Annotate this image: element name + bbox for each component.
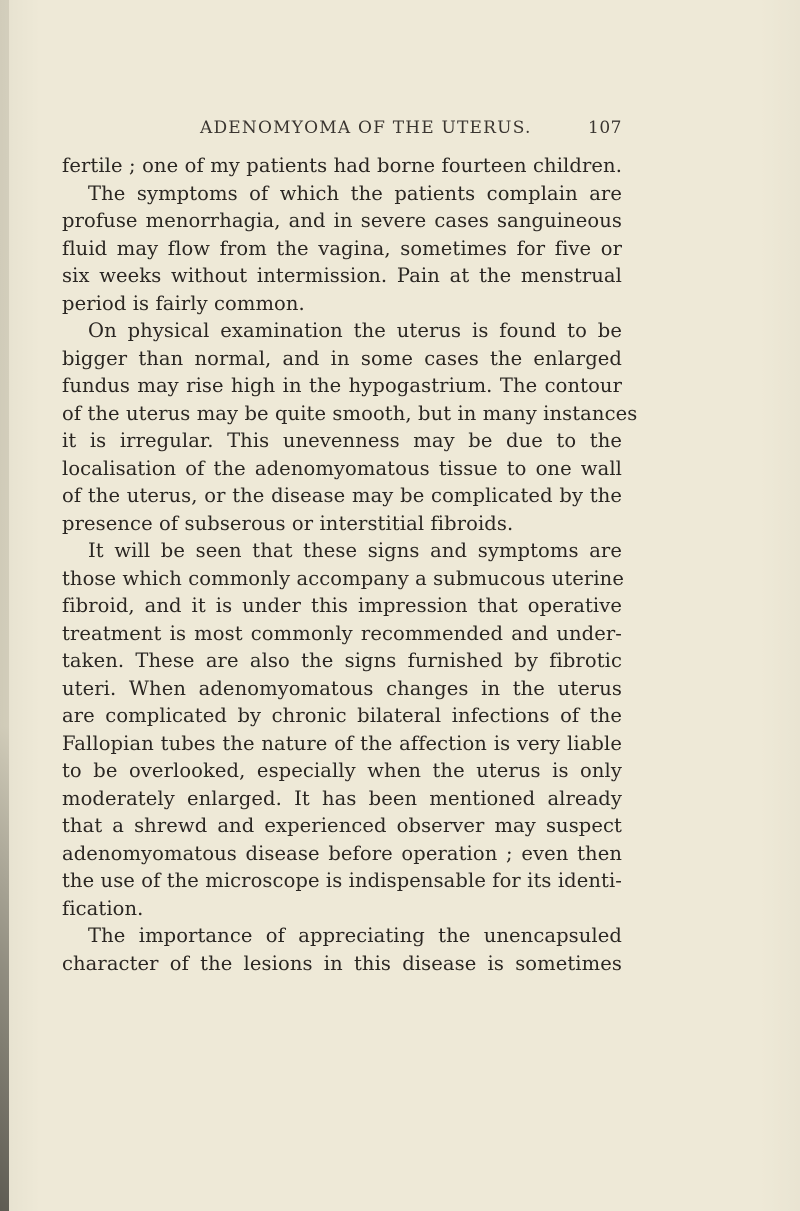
text-line: are complicated by chronic bilateral infections of the	[62, 704, 622, 727]
text-line: fibroid, and it is under this impression that operative	[62, 594, 622, 617]
text-line: fluid may flow from the vagina, sometimes for five or	[62, 236, 622, 260]
text-line: character of the lesions in this disease is sometimes	[62, 951, 622, 975]
text-line: On physical examination the uterus is found to be	[88, 319, 622, 342]
text-line: of the uterus, or the disease may be complicated by the	[62, 484, 622, 507]
text-line: fundus may rise high in the hypogastrium. The contour	[62, 374, 622, 397]
running-title: ADENOMYOMA OF THE UTERUS.	[200, 118, 532, 138]
text-line: The importance of appreciating the unencapsuled	[88, 924, 622, 947]
text-line: to be overlooked, especially when the uterus is only	[62, 759, 622, 782]
text-line: moderately enlarged. It has been mentioned already	[62, 786, 622, 810]
text-line: the use of the microscope is indispensable for its identi-	[62, 869, 622, 892]
text-line: localisation of the adenomyomatous tissue to one wall	[62, 456, 622, 480]
body-text	[62, 152, 638, 977]
text-line: treatment is most commonly recommended and under-	[62, 621, 622, 645]
page-header	[0, 118, 800, 142]
page-spine-shadow	[0, 0, 9, 1211]
text-line: those which commonly accompany a submucous uterine	[62, 566, 624, 590]
text-line: taken. These are also the signs furnished by fibrotic	[62, 649, 622, 672]
text-line: uteri. When adenomyomatous changes in the uterus	[62, 676, 622, 700]
text-line: of the uterus may be quite smooth, but in many instances	[62, 401, 638, 425]
text-line: it is irregular. This unevenness may be due to the	[62, 429, 622, 452]
text-line: presence of subserous or interstitial fibroids.	[62, 511, 514, 535]
text-line: that a shrewd and experienced observer may suspect	[62, 814, 622, 837]
text-line: fication.	[62, 896, 144, 920]
text-line: fertile ; one of my patients had borne fourteen children.	[62, 154, 622, 177]
text-line: Fallopian tubes the nature of the affection is very liable	[62, 731, 622, 755]
text-line: six weeks without intermission. Pain at the menstrual	[62, 264, 622, 287]
text-line: period is fairly common.	[62, 291, 305, 315]
text-line: adenomyomatous disease before operation ; even then	[62, 841, 622, 865]
text-line: It will be seen that these signs and symptoms are	[88, 539, 622, 562]
text-line: The symptoms of which the patients complain are	[88, 181, 622, 205]
text-line: bigger than normal, and in some cases the enlarged	[62, 346, 622, 370]
page-number: 107	[588, 118, 622, 138]
text-line: profuse menorrhagia, and in severe cases sanguineous	[62, 209, 622, 232]
